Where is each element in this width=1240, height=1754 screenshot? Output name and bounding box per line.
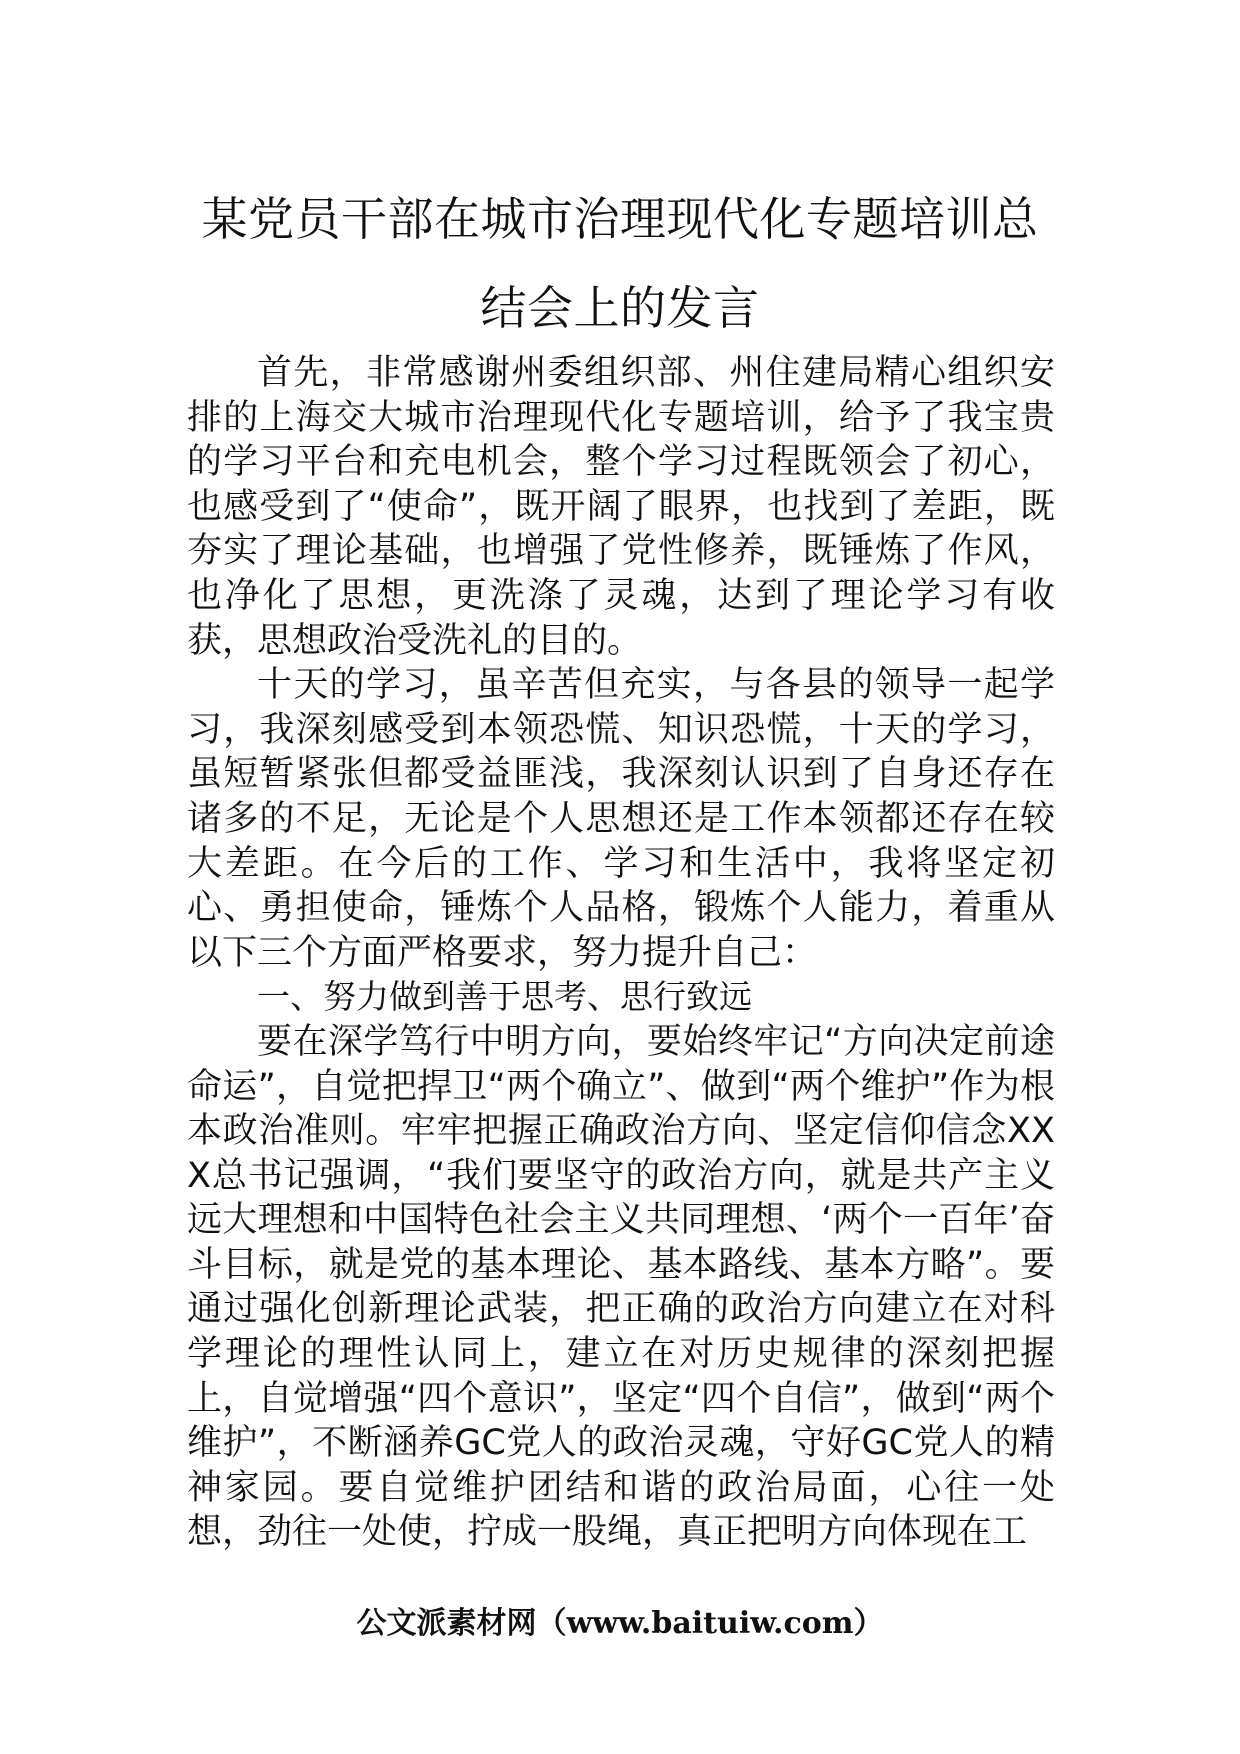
document-title-line-1: 某党员干部在城市治理现代化专题培训总	[201, 192, 1039, 246]
document-title-line-2: 结会上的发言	[480, 281, 760, 335]
paragraph-political-direction: 要在深学笃行中明方向，要始终牢记“方向决定前途命运”，自觉把捍卫“两个确立”、做到“两个维护”作为根本政治准则。牢牢把握正确政治方向、坚定信仰信念XXX总书记强调，“我们要坚守的政治方向，就是共产主义远大理想和中国特色社会主义共同理想、‘两个一百年’奋斗目标，就是党的基本理论、基本路线、基本方略”。要通过强化创新理论武装，把正确的政治方向建立在对科学理论的理性认同上，建立在对历史规律的深刻把握上，自觉增强“四个意识”，坚定“四个自信”，做到“两个维护”，不断涵养GC党人的政治灵魂，守好GC党人的精神家园。要自觉维护团结和谐的政治局面，心往一处想，劲往一处使，拧成一股绳，真正把明方向体现在工	[187, 1021, 1055, 1553]
footer-watermark: 公文派素材网（www.baituiw.com）	[356, 1606, 884, 1641]
paragraph-study-reflection: 十天的学习，虽辛苦但充实，与各县的领导一起学习，我深刻感受到本领恐慌、知识恐慌，十天的学习，虽短暂紧张但都受益匪浅，我深刻认识到了自身还存在诸多的不足，无论是个人思想还是工作本领都还存在较大差距。在今后的工作、学习和生活中，我将坚定初心、勇担使命，锤炼个人品格，锻炼个人能力，着重从以下三个方面严格要求，努力提升自己：	[187, 665, 1055, 973]
paragraph-intro: 首先，非常感谢州委组织部、州住建局精心组织安排的上海交大城市治理现代化专题培训，给予了我宝贵的学习平台和充电机会，整个学习过程既领会了初心，也感受到了“使命”，既开阔了眼界，也找到了差距，既夯实了理论基础，也增强了党性修养，既锤炼了作风，也净化了思想，更洗涤了灵魂，达到了理论学习有收获，思想政治受洗礼的目的。	[187, 353, 1055, 661]
section-heading-1: 一、努力做到善于思考、思行致远	[257, 977, 752, 1017]
document-body	[187, 351, 1055, 1555]
